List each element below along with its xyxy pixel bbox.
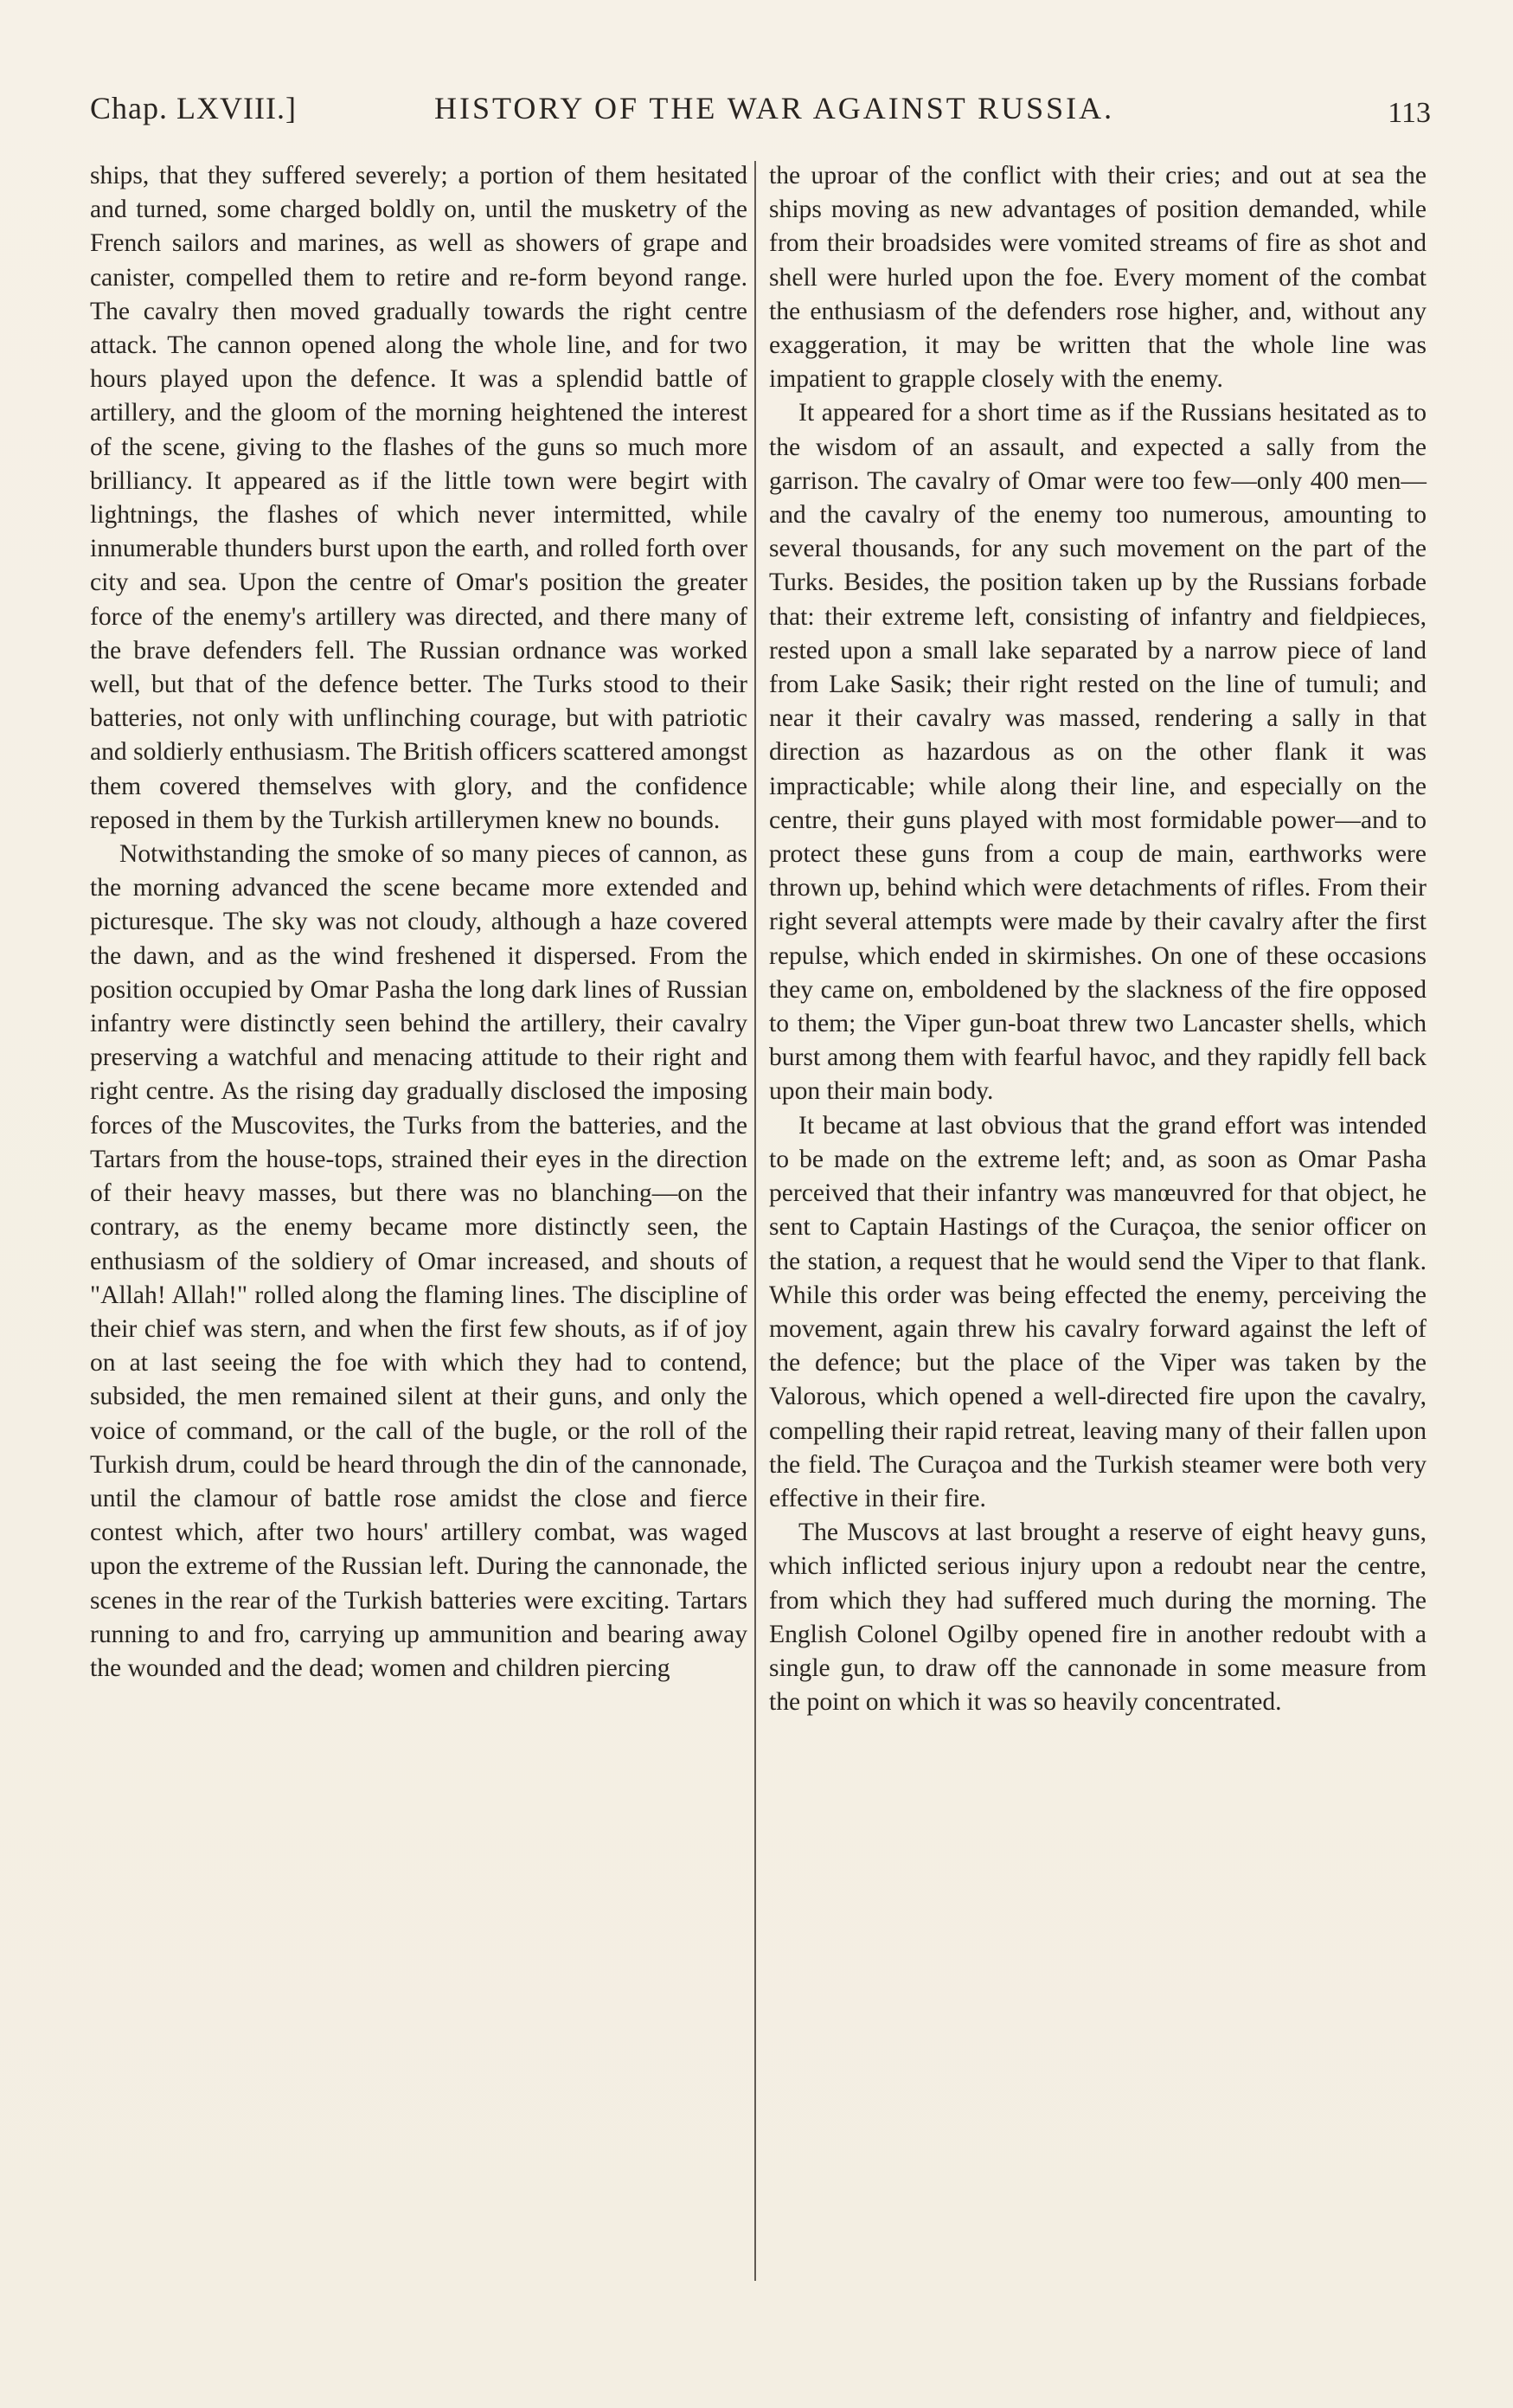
paragraph: ships, that they suffered severely; a portion of them hesitated and turned, some charged boldly on, until the musketry of the French sailors and marines, as well as showers of grape and canister, compelled them to retire and re-form beyond range. The cavalry then moved gradually towards the right centre attack. The cannon opened along the whole line, and for two hours played upon the defence. It was a splendid battle of artillery, and the gloom of the morning heightened the interest of the scene, giving to the flashes of the guns so much more brilliancy. It appeared as if the little town were begirt with lightnings, the flashes of which never intermitted, while innumerable thunders burst upon the earth, and rolled forth over city and sea. Upon the centre of Omar's position the greater force of the enemy's artillery was directed, and there many of the brave defenders fell. The Russian ordnance was worked well, but that of the defence better. The Turks stood to their batteries, not only with unflinching courage, but with patriotic and soldierly enthusiasm. The British officers scattered amongst them covered themselves with glory, and the confidence reposed in them by the Turkish artillerymen knew no bounds. xyxy=(90,162,747,834)
column-divider xyxy=(754,161,756,2281)
right-column xyxy=(769,159,1426,1719)
running-header xyxy=(90,85,1431,137)
paragraph: It became at last obvious that the grand effort was intended to be made on the extreme left; and, as soon as Omar Pasha perceived that their infantry was manœuvred for that object, he sent to Captain Hastings of the Curaçoa, the senior officer on the station, a request that he would send the Viper to that flank. While this order was being effected the enemy, perceiving the movement, again threw his cavalry forward against the left of the defence; but the place of the Viper was taken by the Valorous, which opened a well-directed fire upon the cavalry, compelling their rapid retreat, leaving many of their fallen upon the field. The Curaçoa and the Turkish steamer were both very effective in their fire. xyxy=(769,1111,1426,1512)
paragraph: the uproar of the conflict with their cries; and out at sea the ships moving as new advantages of position demanded, while from their broadsides were vomited streams of fire as shot and shell were hurled upon the foe. Every moment of the combat the enthusiasm of the defenders rose higher, and, without any exaggeration, it may be written that the whole line was impatient to grapple closely with the enemy. xyxy=(769,162,1426,394)
chapter-label: Chap. LXVIII.] xyxy=(90,91,297,125)
paragraph: The Muscovs at last brought a reserve of eight heavy guns, which inflicted serious injury upon a redoubt near the centre, from which they had suffered much during the morning. The English Colonel Ogilby opened fire in another redoubt with a single gun, to draw off the cannonade in some measure from the point on which it was so heavily concentrated. xyxy=(769,1519,1426,1717)
running-title: HISTORY OF THE WAR AGAINST RUSSIA. xyxy=(434,91,1115,125)
left-column xyxy=(90,159,747,1686)
paragraph: Notwithstanding the smoke of so many pieces of cannon, as the morning advanced the scene became more extended and picturesque. The sky was not cloudy, although a haze covered the dawn, and as the wind freshened it dispersed. From the position occupied by Omar Pasha the long dark lines of Russian infantry were distinctly seen behind the artillery, their cavalry preserving a watchful and menacing attitude to their right and right centre. As the rising day gradually disclosed the imposing forces of the Muscovites, the Turks from the batteries, and the Tartars from the house-tops, strained their eyes in the direction of their heavy masses, but there was no blanching—on the contrary, as the enemy became more distinctly seen, the enthusiasm of the soldiery of Omar increased, and shouts of "Allah! Allah!" rolled along the flaming lines. The discipline of their chief was stern, and when the first few shouts, as if of joy on at last seeing the foe with which they had to contend, subsided, the men remained silent at their guns, and only the voice of command, or the call of the bugle, or the roll of the Turkish drum, could be heard through the din of the cannonade, until the clamour of battle rose amidst the close and fierce contest which, after two hours' artillery combat, was waged upon the extreme of the Russian left. During the cannonade, the scenes in the rear of the Turkish batteries were exciting. Tartars running to and fro, carrying up ammunition and bearing away the wounded and the dead; women and children piercing xyxy=(90,840,747,1682)
page-number: 113 xyxy=(1388,97,1431,129)
paragraph: It appeared for a short time as if the Russians hesitated as to the wisdom of an assault, and expected a sally from the garrison. The cavalry of Omar were too few—only 400 men—and the cavalry of the enemy too numerous, amounting to several thousands, for any such movement on the part of the Turks. Besides, the position taken up by the Russians forbade that: their extreme left, consisting of infantry and fieldpieces, rested upon a small lake separated by a narrow piece of land from Lake Sasik; their right rested on the line of tumuli; and near it their cavalry was massed, rendering a sally in that direction as hazardous as on the other flank it was impracticable; while along their line, and especially on the centre, their guns played with most formidable power—and to protect these guns from a coup de main, earthworks were thrown up, behind which were detachments of rifles. From their right several attempts were made by their cavalry after the first repulse, which ended in skirmishes. On one of these occasions they came on, emboldened by the slackness of the fire opposed to them; the Viper gun-boat threw two Lancaster shells, which burst among them with fearful havoc, and they rapidly fell back upon their main body. xyxy=(769,399,1426,1106)
